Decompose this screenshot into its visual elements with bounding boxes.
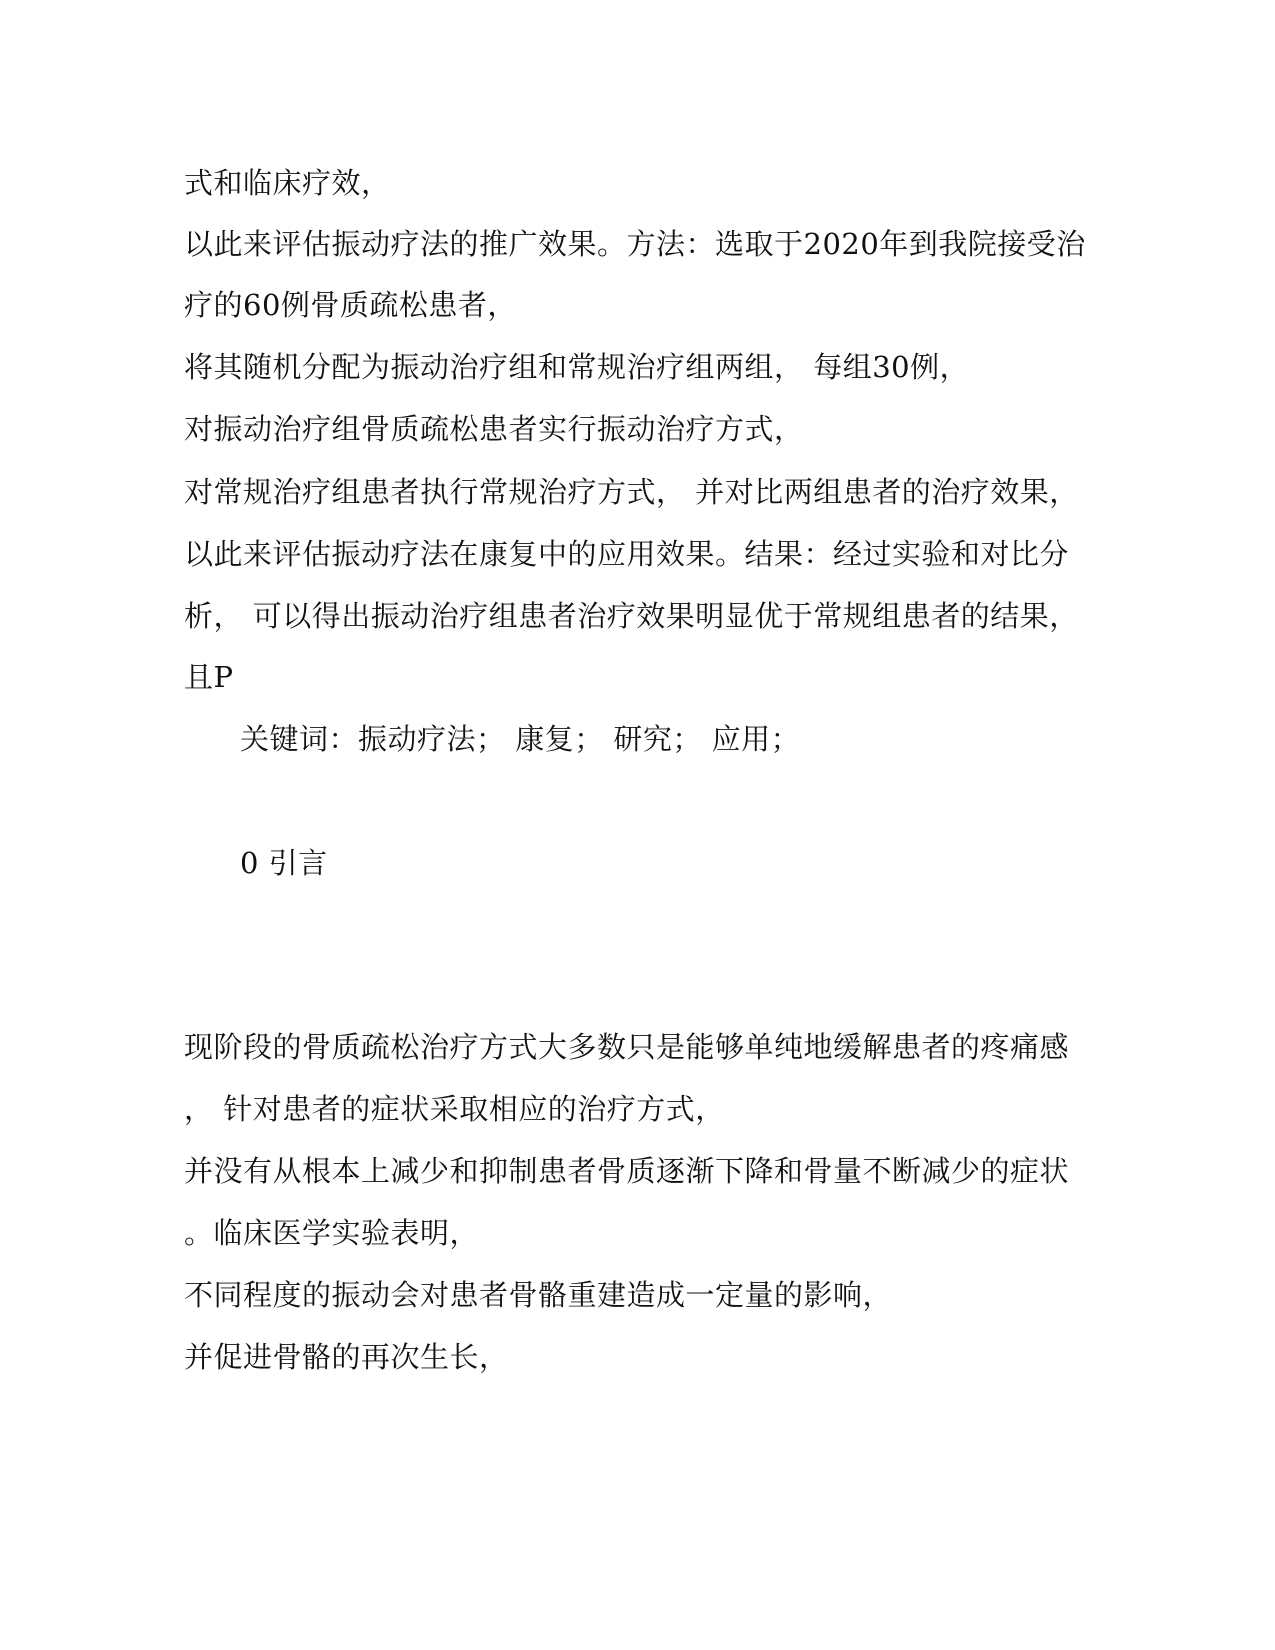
abstract-line: 疗的60例骨质疏松患者， xyxy=(184,288,517,322)
abstract-line: 析， 可以得出振动治疗组患者治疗效果明显优于常规组患者的结果， xyxy=(184,599,1079,633)
intro-line: 并没有从根本上减少和抑制患者骨质逐渐下降和骨量不断减少的症状 xyxy=(184,1154,1070,1188)
abstract-line: 式和临床疗效， xyxy=(184,166,391,200)
abstract-line: 以此来评估振动疗法在康复中的应用效果。结果：经过实验和对比分 xyxy=(184,537,1070,571)
intro-line: 。临床医学实验表明， xyxy=(184,1216,480,1250)
abstract-line: 对振动治疗组骨质疏松患者实行振动治疗方式， xyxy=(184,412,804,446)
abstract-line: 将其随机分配为振动治疗组和常规治疗组两组， 每组30例， xyxy=(184,350,970,384)
abstract-line: 对常规治疗组患者执行常规治疗方式， 并对比两组患者的治疗效果， xyxy=(184,475,1079,509)
section-heading: 0 引言 xyxy=(240,846,328,880)
intro-line: 不同程度的振动会对患者骨骼重建造成一定量的影响， xyxy=(184,1278,893,1312)
keywords: 关键词：振动疗法； 康复； 研究； 应用； xyxy=(240,722,801,756)
abstract-line: 且P xyxy=(184,660,234,694)
intro-line: 并促进骨骼的再次生长， xyxy=(184,1340,509,1374)
abstract-line: 以此来评估振动疗法的推广效果。方法：选取于2020年到我院接受治 xyxy=(184,227,1086,261)
intro-line: 现阶段的骨质疏松治疗方式大多数只是能够单纯地缓解患者的疼痛感 xyxy=(184,1030,1070,1064)
intro-line: ， 针对患者的症状采取相应的治疗方式， xyxy=(184,1092,725,1126)
